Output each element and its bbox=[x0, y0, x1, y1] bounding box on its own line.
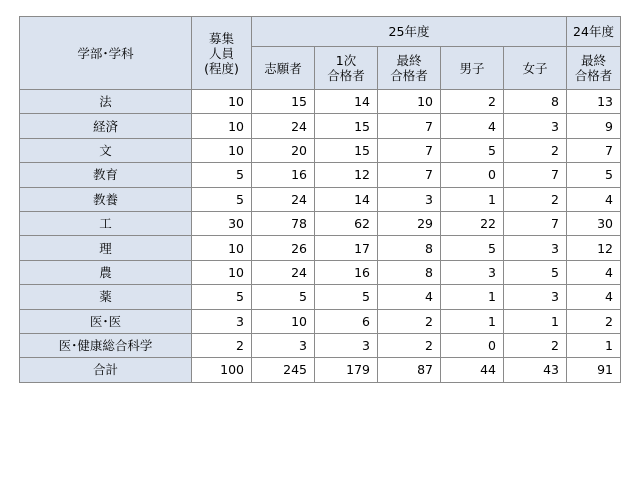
table-row bbox=[20, 309, 621, 333]
capacity-cell: 2 bbox=[192, 333, 252, 357]
female-cell: 8 bbox=[504, 90, 567, 114]
prev-final-pass-cell: 1 bbox=[567, 333, 621, 357]
applicants-cell: 16 bbox=[252, 163, 315, 187]
prev-final-pass-cell: 4 bbox=[567, 260, 621, 284]
header-final-pass: 最終 合格者 bbox=[378, 47, 441, 90]
capacity-cell: 10 bbox=[192, 90, 252, 114]
table-row bbox=[20, 285, 621, 309]
header-first-pass: 1次 合格者 bbox=[315, 47, 378, 90]
capacity-cell: 100 bbox=[192, 358, 252, 382]
female-cell: 3 bbox=[504, 285, 567, 309]
female-cell: 7 bbox=[504, 163, 567, 187]
header-capacity: 募集 人員 (程度) bbox=[192, 17, 252, 90]
prev-final-pass-cell: 4 bbox=[567, 187, 621, 211]
applicants-cell: 10 bbox=[252, 309, 315, 333]
final-pass-cell: 8 bbox=[378, 260, 441, 284]
first-pass-cell: 12 bbox=[315, 163, 378, 187]
table-row bbox=[20, 333, 621, 357]
first-pass-cell: 179 bbox=[315, 358, 378, 382]
final-pass-cell: 2 bbox=[378, 309, 441, 333]
prev-final-pass-cell: 30 bbox=[567, 211, 621, 235]
male-cell: 1 bbox=[441, 309, 504, 333]
header-female: 女子 bbox=[504, 47, 567, 90]
header-applicants: 志願者 bbox=[252, 47, 315, 90]
capacity-cell: 10 bbox=[192, 260, 252, 284]
table-row-total bbox=[20, 358, 621, 382]
capacity-cell: 5 bbox=[192, 285, 252, 309]
male-cell: 0 bbox=[441, 163, 504, 187]
male-cell: 22 bbox=[441, 211, 504, 235]
female-cell: 5 bbox=[504, 260, 567, 284]
first-pass-cell: 14 bbox=[315, 90, 378, 114]
male-cell: 5 bbox=[441, 236, 504, 260]
department-name: 薬 bbox=[20, 285, 192, 309]
male-cell: 4 bbox=[441, 114, 504, 138]
applicants-cell: 24 bbox=[252, 187, 315, 211]
female-cell: 2 bbox=[504, 138, 567, 162]
applicants-cell: 24 bbox=[252, 260, 315, 284]
department-name: 理 bbox=[20, 236, 192, 260]
female-cell: 3 bbox=[504, 236, 567, 260]
male-cell: 1 bbox=[441, 285, 504, 309]
final-pass-cell: 29 bbox=[378, 211, 441, 235]
table-row bbox=[20, 114, 621, 138]
table-row bbox=[20, 187, 621, 211]
prev-final-pass-cell: 7 bbox=[567, 138, 621, 162]
department-name: 経済 bbox=[20, 114, 192, 138]
female-cell: 2 bbox=[504, 187, 567, 211]
capacity-cell: 10 bbox=[192, 236, 252, 260]
female-cell: 3 bbox=[504, 114, 567, 138]
table-row bbox=[20, 260, 621, 284]
department-name: 文 bbox=[20, 138, 192, 162]
header-male: 男子 bbox=[441, 47, 504, 90]
table-row bbox=[20, 90, 621, 114]
header-prev-final-pass: 最終 合格者 bbox=[567, 47, 621, 90]
department-name: 教養 bbox=[20, 187, 192, 211]
final-pass-cell: 8 bbox=[378, 236, 441, 260]
prev-final-pass-cell: 12 bbox=[567, 236, 621, 260]
prev-final-pass-cell: 13 bbox=[567, 90, 621, 114]
final-pass-cell: 2 bbox=[378, 333, 441, 357]
capacity-cell: 5 bbox=[192, 163, 252, 187]
final-pass-cell: 7 bbox=[378, 114, 441, 138]
capacity-cell: 3 bbox=[192, 309, 252, 333]
first-pass-cell: 5 bbox=[315, 285, 378, 309]
prev-final-pass-cell: 4 bbox=[567, 285, 621, 309]
table-row bbox=[20, 138, 621, 162]
female-cell: 43 bbox=[504, 358, 567, 382]
applicants-cell: 24 bbox=[252, 114, 315, 138]
department-name: 教育 bbox=[20, 163, 192, 187]
first-pass-cell: 17 bbox=[315, 236, 378, 260]
first-pass-cell: 6 bbox=[315, 309, 378, 333]
applicants-cell: 5 bbox=[252, 285, 315, 309]
male-cell: 44 bbox=[441, 358, 504, 382]
department-name: 医･健康総合科学 bbox=[20, 333, 192, 357]
applicants-cell: 78 bbox=[252, 211, 315, 235]
male-cell: 3 bbox=[441, 260, 504, 284]
final-pass-cell: 3 bbox=[378, 187, 441, 211]
first-pass-cell: 15 bbox=[315, 138, 378, 162]
applicants-cell: 15 bbox=[252, 90, 315, 114]
department-name: 農 bbox=[20, 260, 192, 284]
final-pass-cell: 7 bbox=[378, 138, 441, 162]
male-cell: 2 bbox=[441, 90, 504, 114]
first-pass-cell: 62 bbox=[315, 211, 378, 235]
table-row bbox=[20, 163, 621, 187]
department-name: 医･医 bbox=[20, 309, 192, 333]
first-pass-cell: 14 bbox=[315, 187, 378, 211]
capacity-cell: 5 bbox=[192, 187, 252, 211]
final-pass-cell: 87 bbox=[378, 358, 441, 382]
table-row bbox=[20, 211, 621, 235]
applicants-cell: 3 bbox=[252, 333, 315, 357]
applicants-cell: 26 bbox=[252, 236, 315, 260]
department-name: 法 bbox=[20, 90, 192, 114]
prev-final-pass-cell: 2 bbox=[567, 309, 621, 333]
first-pass-cell: 3 bbox=[315, 333, 378, 357]
final-pass-cell: 7 bbox=[378, 163, 441, 187]
female-cell: 2 bbox=[504, 333, 567, 357]
table-row bbox=[20, 236, 621, 260]
prev-final-pass-cell: 91 bbox=[567, 358, 621, 382]
first-pass-cell: 16 bbox=[315, 260, 378, 284]
department-name: 合計 bbox=[20, 358, 192, 382]
admissions-table bbox=[19, 16, 621, 383]
header-department: 学部･学科 bbox=[20, 17, 192, 90]
first-pass-cell: 15 bbox=[315, 114, 378, 138]
male-cell: 0 bbox=[441, 333, 504, 357]
prev-final-pass-cell: 5 bbox=[567, 163, 621, 187]
male-cell: 5 bbox=[441, 138, 504, 162]
capacity-cell: 10 bbox=[192, 138, 252, 162]
final-pass-cell: 10 bbox=[378, 90, 441, 114]
female-cell: 1 bbox=[504, 309, 567, 333]
applicants-cell: 245 bbox=[252, 358, 315, 382]
female-cell: 7 bbox=[504, 211, 567, 235]
applicants-cell: 20 bbox=[252, 138, 315, 162]
capacity-cell: 10 bbox=[192, 114, 252, 138]
prev-final-pass-cell: 9 bbox=[567, 114, 621, 138]
header-year-24: 24年度 bbox=[567, 17, 621, 47]
capacity-cell: 30 bbox=[192, 211, 252, 235]
department-name: 工 bbox=[20, 211, 192, 235]
male-cell: 1 bbox=[441, 187, 504, 211]
header-year-25: 25年度 bbox=[252, 17, 567, 47]
final-pass-cell: 4 bbox=[378, 285, 441, 309]
